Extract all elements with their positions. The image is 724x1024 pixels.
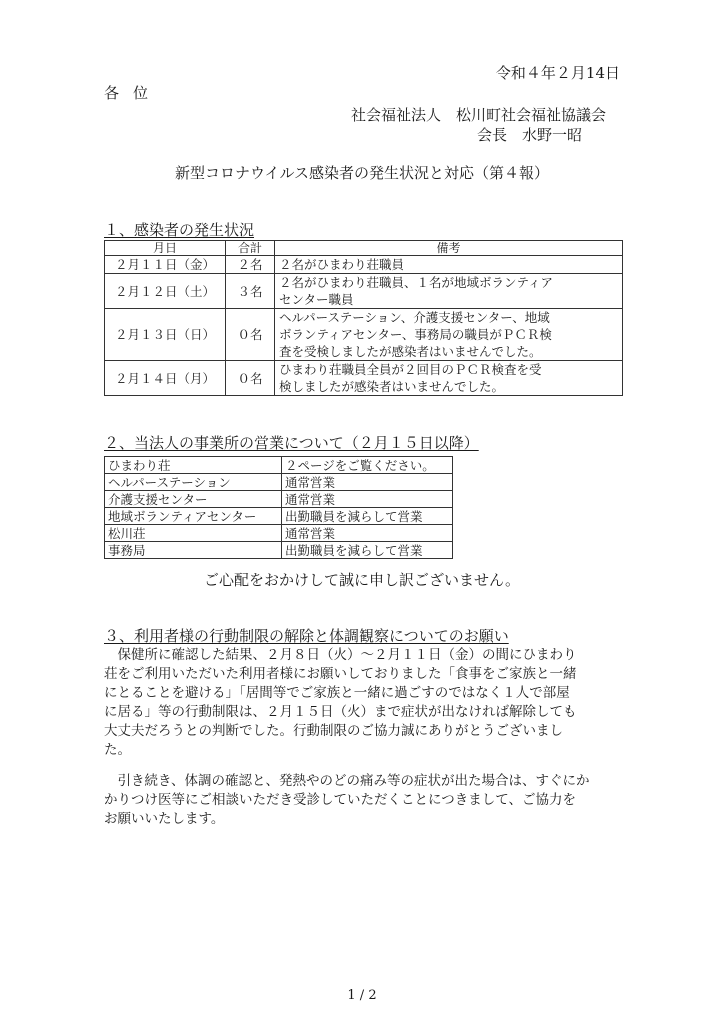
table-row	[105, 508, 453, 525]
row-date: ２月１２日（土）	[105, 274, 226, 309]
row-date: ２月１３日（日）	[105, 309, 226, 361]
office-name: ひまわり荘	[105, 457, 282, 474]
page-number: 1 / 2	[347, 988, 377, 1003]
paragraph-line: 荘をご利用いただいた利用者様にお願いしておりました「食事をご家族と一緒	[104, 666, 577, 682]
addressee: 各位	[104, 84, 163, 102]
paragraph-line: 引き続き、体調の確認と、発熱やのどの痛み等の症状が出た場合は、すぐにか	[104, 773, 590, 789]
table-row	[105, 457, 453, 474]
row-date: ２月１１日（金）	[105, 256, 226, 274]
column-header-note: 備考	[275, 241, 623, 256]
apology-message: ご心配をおかけして誠に申し訳ございません。	[204, 571, 520, 589]
representative-name: 会長 水野一昭	[476, 126, 582, 144]
organization-name: 社会福祉法人 松川町社会福祉協議会	[350, 106, 606, 124]
table-row	[105, 274, 623, 309]
office-name: 地域ボランティアセンター	[105, 508, 282, 525]
office-status: 通常営業	[282, 474, 453, 491]
office-name: 事務局	[105, 542, 282, 559]
row-count: ２名	[226, 256, 275, 274]
note-line: ２名がひまわり荘職員、１名が地域ボランティア	[279, 275, 554, 290]
table-row	[105, 525, 453, 542]
request-paragraph-1	[104, 646, 624, 760]
table-row	[105, 309, 623, 361]
paragraph-line: にとることを避ける」「居間等でご家族と一緒に過ごすのではなく１人で部屋	[104, 685, 570, 701]
paragraph-line: 保健所に確認した結果、２月８日（火）～２月１１日（金）の間にひまわり	[104, 647, 577, 663]
office-name: 介護支援センター	[105, 491, 282, 508]
note-line: 検しましたが感染者はいませんでした。	[279, 379, 505, 394]
office-status-table	[104, 456, 453, 559]
row-date: ２月１４日（月）	[105, 361, 226, 396]
row-count: ３名	[226, 274, 275, 309]
row-count: ０名	[226, 309, 275, 361]
office-name: ヘルパーステーション	[105, 474, 282, 491]
table-row	[105, 256, 623, 274]
paragraph-line: かりつけ医等にご相談いただき受診していただくことにつきまして、ご協力を	[104, 792, 576, 808]
table-row	[105, 361, 623, 396]
note-line: ボランティアセンター、事務局の職員がＰＣＲ検	[279, 327, 552, 342]
paragraph-line: た。	[104, 742, 131, 758]
office-name: 松川荘	[105, 525, 282, 542]
office-status: ２ページをご覧ください。	[282, 457, 453, 474]
note-line: ひまわり荘職員全員が２回目のＰＣＲ検査を受	[279, 362, 542, 377]
office-status: 通常営業	[282, 525, 453, 542]
table-row	[105, 491, 453, 508]
note-line: ヘルパーステーション、介護支援センター、地域	[279, 310, 550, 325]
note-line: 査を受検しましたが感染者はいませんでした。	[279, 344, 542, 359]
table-row	[105, 474, 453, 491]
document-title: 新型コロナウイルス感染者の発生状況と対応（第４報）	[174, 164, 550, 182]
section3-heading: ３、利用者様の行動制限の解除と体調観察についてのお願い	[104, 627, 509, 645]
infection-status-table	[104, 240, 623, 396]
row-note	[275, 256, 623, 274]
row-note	[275, 309, 623, 361]
column-header-date: 月日	[105, 241, 226, 256]
note-line: ２名がひまわり荘職員	[279, 257, 405, 272]
document-date: 令和４年２月14日	[495, 64, 620, 82]
row-note	[275, 361, 623, 396]
office-status: 通常営業	[282, 491, 453, 508]
column-header-count: 合計	[226, 241, 275, 256]
paragraph-line: お願いいたします。	[104, 811, 225, 827]
request-paragraph-2	[104, 772, 624, 829]
office-status: 出勤職員を減らして営業	[282, 508, 453, 525]
table-header-row	[105, 241, 623, 256]
row-count: ０名	[226, 361, 275, 396]
paragraph-line: 大丈夫だろうとの判断でした。行動制限のご協力誠にありがとうございまし	[104, 723, 563, 739]
section2-heading: ２、当法人の事業所の営業について（２月１５日以降）	[104, 434, 479, 452]
paragraph-line: に居る」等の行動制限は、２月１５日（火）まで症状が出なければ解除しても	[104, 704, 577, 720]
note-line: センター職員	[279, 292, 354, 307]
table-row	[105, 542, 453, 559]
row-note	[275, 274, 623, 309]
office-status: 出勤職員を減らして営業	[282, 542, 453, 559]
section1-heading: １、感染者の発生状況	[104, 221, 255, 239]
